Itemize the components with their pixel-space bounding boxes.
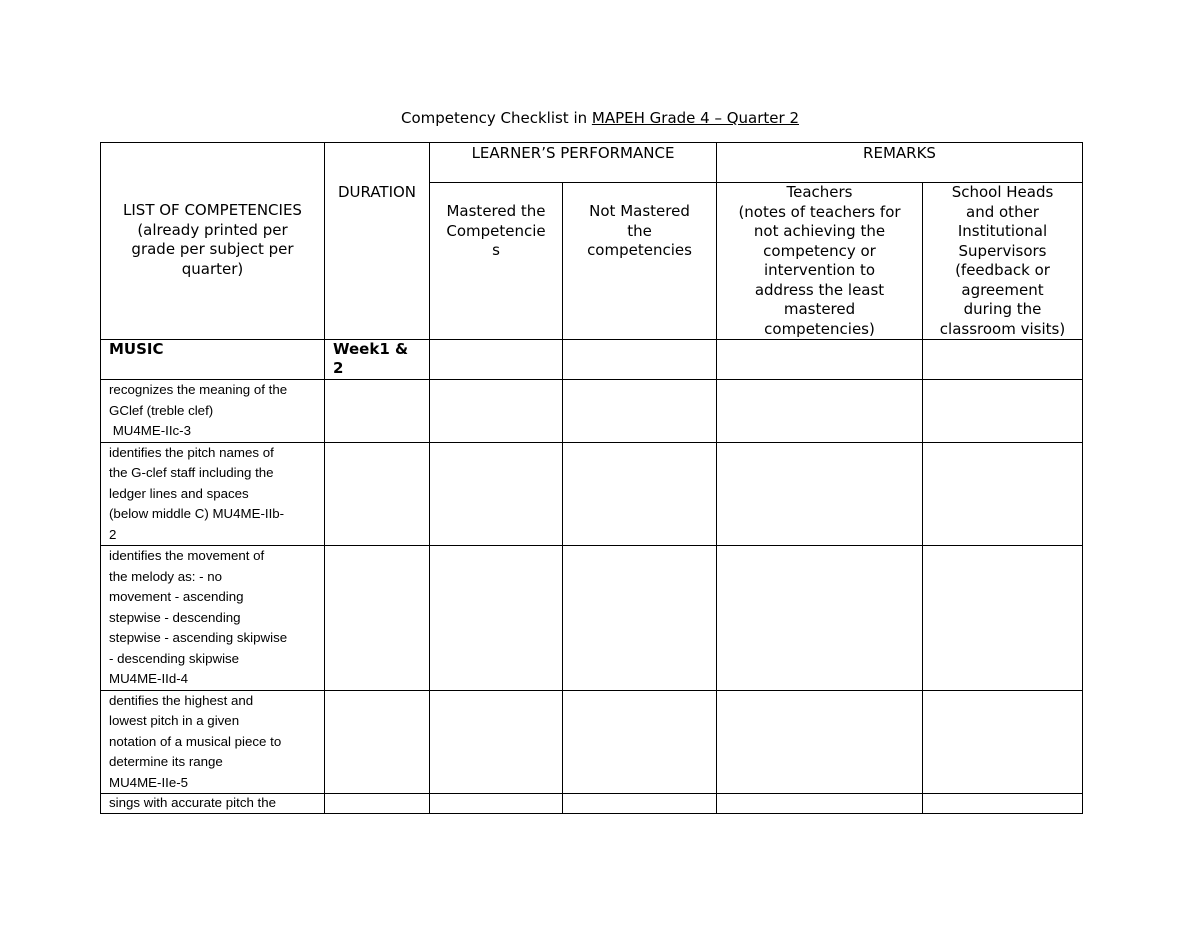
- title-prefix: Competency Checklist in: [400, 109, 592, 127]
- competency-checklist-table: [100, 142, 1083, 814]
- header-remarks: REMARKS: [717, 143, 1083, 183]
- cell-school-heads: [923, 380, 1083, 443]
- cell-duration: [325, 690, 430, 794]
- section-duration: Week1 & 2: [325, 340, 430, 380]
- competency-cell: recognizes the meaning of the GClef (treble clef) MU4ME-IIc-3: [101, 380, 325, 443]
- header-mastered: Mastered the Competencie s: [430, 183, 563, 340]
- header-learners-performance: LEARNER’S PERFORMANCE: [430, 143, 717, 183]
- cell-not-mastered: [563, 794, 717, 814]
- cell-school-heads: [923, 340, 1083, 380]
- cell-mastered: [430, 690, 563, 794]
- cell-mastered: [430, 794, 563, 814]
- cell-teachers: [717, 690, 923, 794]
- cell-teachers: [717, 340, 923, 380]
- cell-not-mastered: [563, 442, 717, 546]
- cell-duration: [325, 794, 430, 814]
- cell-duration: [325, 380, 430, 443]
- page-title: [0, 109, 1200, 127]
- table-row: [101, 546, 1083, 691]
- cell-school-heads: [923, 442, 1083, 546]
- competency-cell: dentifies the highest and lowest pitch in a given notation of a musical piece to determine its range MU4ME-IIe-5: [101, 690, 325, 794]
- table-row: [101, 794, 1083, 814]
- cell-school-heads: [923, 546, 1083, 691]
- cell-teachers: [717, 442, 923, 546]
- section-row-music: [101, 340, 1083, 380]
- cell-teachers: [717, 546, 923, 691]
- competency-cell: sings with accurate pitch the: [101, 794, 325, 814]
- header-teachers-remarks: Teachers (notes of teachers for not achieving the competency or intervention to address the least mastered competencies): [717, 183, 923, 340]
- cell-duration: [325, 546, 430, 691]
- header-not-mastered: Not Mastered the competencies: [563, 183, 717, 340]
- table-row: [101, 380, 1083, 443]
- header-school-heads-remarks: School Heads and other Institutional Supervisors (feedback or agreement during the classroom visits): [923, 183, 1083, 340]
- competency-cell: identifies the pitch names of the G-clef staff including the ledger lines and spaces (below middle C) MU4ME-IIb- 2: [101, 442, 325, 546]
- header-duration: DURATION: [325, 143, 430, 340]
- cell-not-mastered: [563, 690, 717, 794]
- cell-school-heads: [923, 794, 1083, 814]
- cell-mastered: [430, 442, 563, 546]
- competency-cell: identifies the movement of the melody as: - no movement - ascending stepwise - descending stepwise - ascending skipwise - descending skipwise MU4ME-IId-4: [101, 546, 325, 691]
- table-row: [101, 690, 1083, 794]
- cell-teachers: [717, 794, 923, 814]
- title-subject: MAPEH Grade 4 – Quarter 2: [591, 109, 800, 127]
- section-label: MUSIC: [101, 340, 325, 380]
- cell-mastered: [430, 546, 563, 691]
- cell-not-mastered: [563, 380, 717, 443]
- cell-mastered: [430, 380, 563, 443]
- cell-school-heads: [923, 690, 1083, 794]
- cell-not-mastered: [563, 340, 717, 380]
- cell-mastered: [430, 340, 563, 380]
- cell-duration: [325, 442, 430, 546]
- table-row: [101, 442, 1083, 546]
- cell-not-mastered: [563, 546, 717, 691]
- header-list-of-competencies: LIST OF COMPETENCIES (already printed per grade per subject per quarter): [101, 143, 325, 340]
- header-row-1: [101, 143, 1083, 183]
- cell-teachers: [717, 380, 923, 443]
